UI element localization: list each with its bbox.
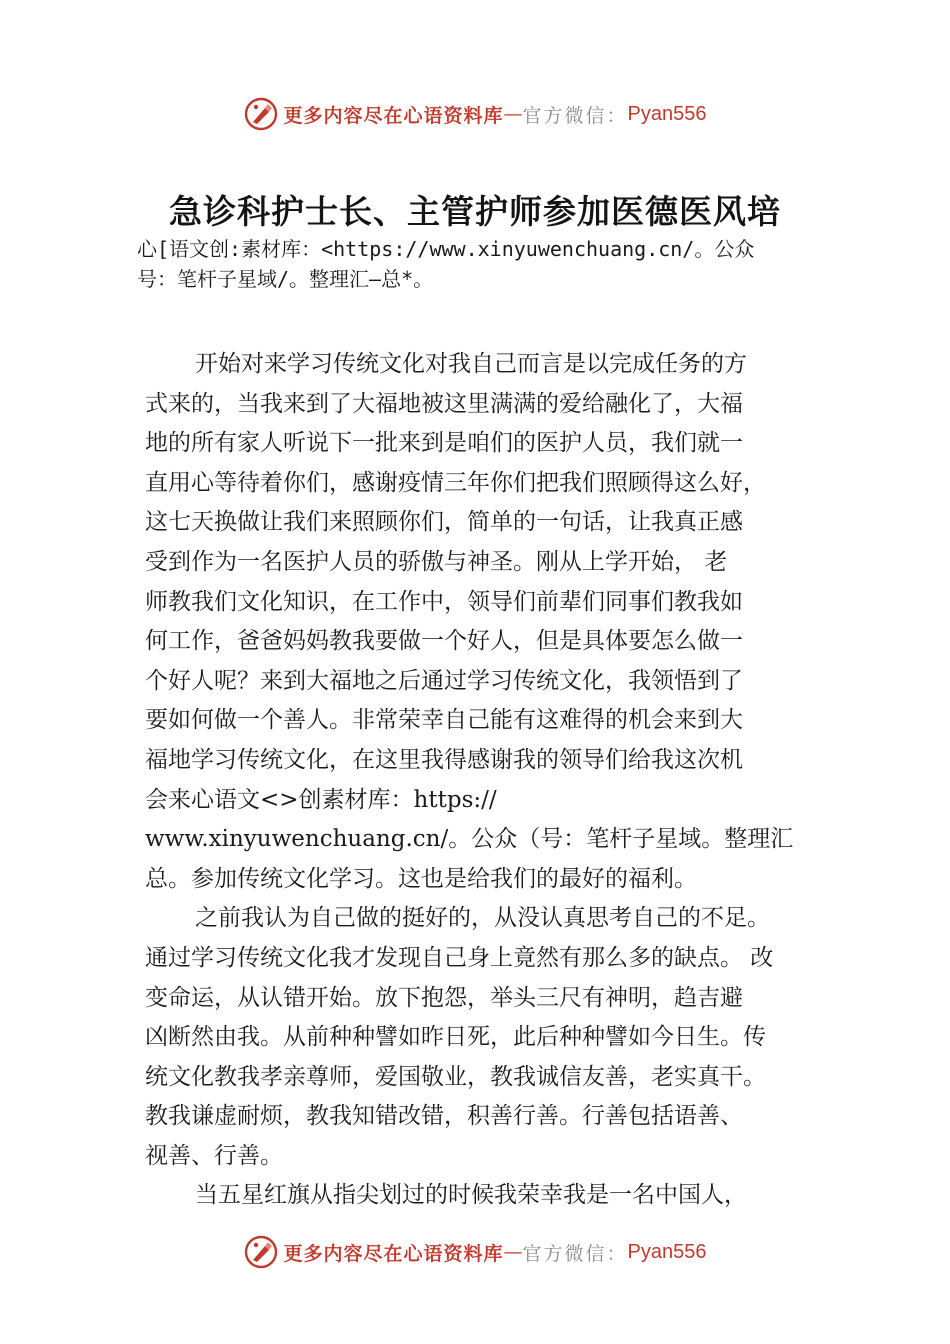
body-text-line: 凶断然由我。从前种种譬如昨日死，此后种种譬如今日生。传	[145, 1024, 766, 1051]
body-text-line: 当五星红旗从指尖划过的时候我荣幸我是一名中国人，	[195, 1182, 747, 1209]
banner-dash: —	[503, 103, 523, 125]
body-text-line: 变命运，从认错开始。放下抱怨，举头三尺有神明，趋吉避	[145, 984, 743, 1011]
body-text-line: 视善、行善。	[145, 1142, 283, 1169]
body-text-line: 总。参加传统文化学习。这也是给我们的最好的福利。	[145, 865, 697, 892]
body-text-line: 何工作，爸爸妈妈教我要做一个好人，但是具体要怎么做一	[145, 628, 743, 655]
banner-dash: —	[503, 1241, 523, 1263]
body-text-line: 个好人呢？来到大福地之后通过学习传统文化，我领悟到了	[145, 667, 743, 694]
document-title: 急诊科护士长、主管护师参加医德医风培	[169, 192, 781, 231]
body-text-line: 福地学习传统文化，在这里我得感谢我的领导们给我这次机	[145, 746, 743, 773]
footer-banner	[0, 1232, 950, 1272]
body-text-line: 会来心语文<>创素材库：https://	[145, 786, 497, 813]
body-text-line: 开始对来学习传统文化对我自己而言是以完成任务的方	[195, 351, 747, 377]
banner-main-text: 更多内容尽在心语资料库	[283, 1242, 504, 1265]
header-banner	[0, 94, 950, 134]
source-watermark-line-1: 心[语文创:素材库：<https://www.xinyuwenchuang.cn/。公众	[137, 237, 755, 261]
body-text-line: 受到作为一名医护人员的骄傲与神圣。刚从上学开始， 老	[145, 548, 728, 575]
body-text-line: 要如何做一个善人。非常荣幸自己能有这难得的机会来到大	[145, 707, 743, 734]
pen-nib-logo-icon	[244, 97, 278, 131]
banner-official-label: 官方微信：	[522, 104, 628, 127]
banner-official-label: 官方微信：	[522, 1242, 628, 1265]
body-text-line: 之前我认为自己做的挺好的，从没认真思考自己的不足。	[195, 905, 770, 932]
body-text-line: 这七天换做让我们来照顾你们，简单的一句话，让我真正感	[145, 509, 743, 536]
body-text-line: 师教我们文化知识，在工作中，领导们前辈们同事们教我如	[145, 588, 743, 615]
pen-nib-logo-icon	[244, 1235, 278, 1269]
banner-account: Pyan556	[627, 102, 707, 125]
body-text-line: 统文化教我孝亲尊师，爱国敬业，教我诚信友善，老实真干。	[145, 1063, 766, 1090]
body-text-line: 直用心等待着你们，感谢疫情三年你们把我们照顾得这么好，	[145, 469, 766, 496]
document-body	[145, 345, 817, 1216]
banner-account: Pyan556	[627, 1240, 707, 1263]
source-watermark-line-2: 号：笔杆子星域/。整理汇—总*。	[137, 267, 434, 291]
body-text-line: 通过学习传统文化我才发现自己身上竟然有那么多的缺点。 改	[145, 944, 774, 971]
body-text-line: www.xinyuwenchuang.cn/。公众（号：笔杆子星域。整理汇	[145, 826, 794, 853]
body-text-line: 式来的，当我来到了大福地被这里满满的爱给融化了，大福	[145, 390, 743, 417]
banner-main-text: 更多内容尽在心语资料库	[283, 104, 504, 127]
body-text-line: 地的所有家人听说下一批来到是咱们的医护人员，我们就一	[145, 430, 743, 457]
body-text-line: 教我谦虚耐烦，教我知错改错，积善行善。行善包括语善、	[145, 1103, 743, 1130]
